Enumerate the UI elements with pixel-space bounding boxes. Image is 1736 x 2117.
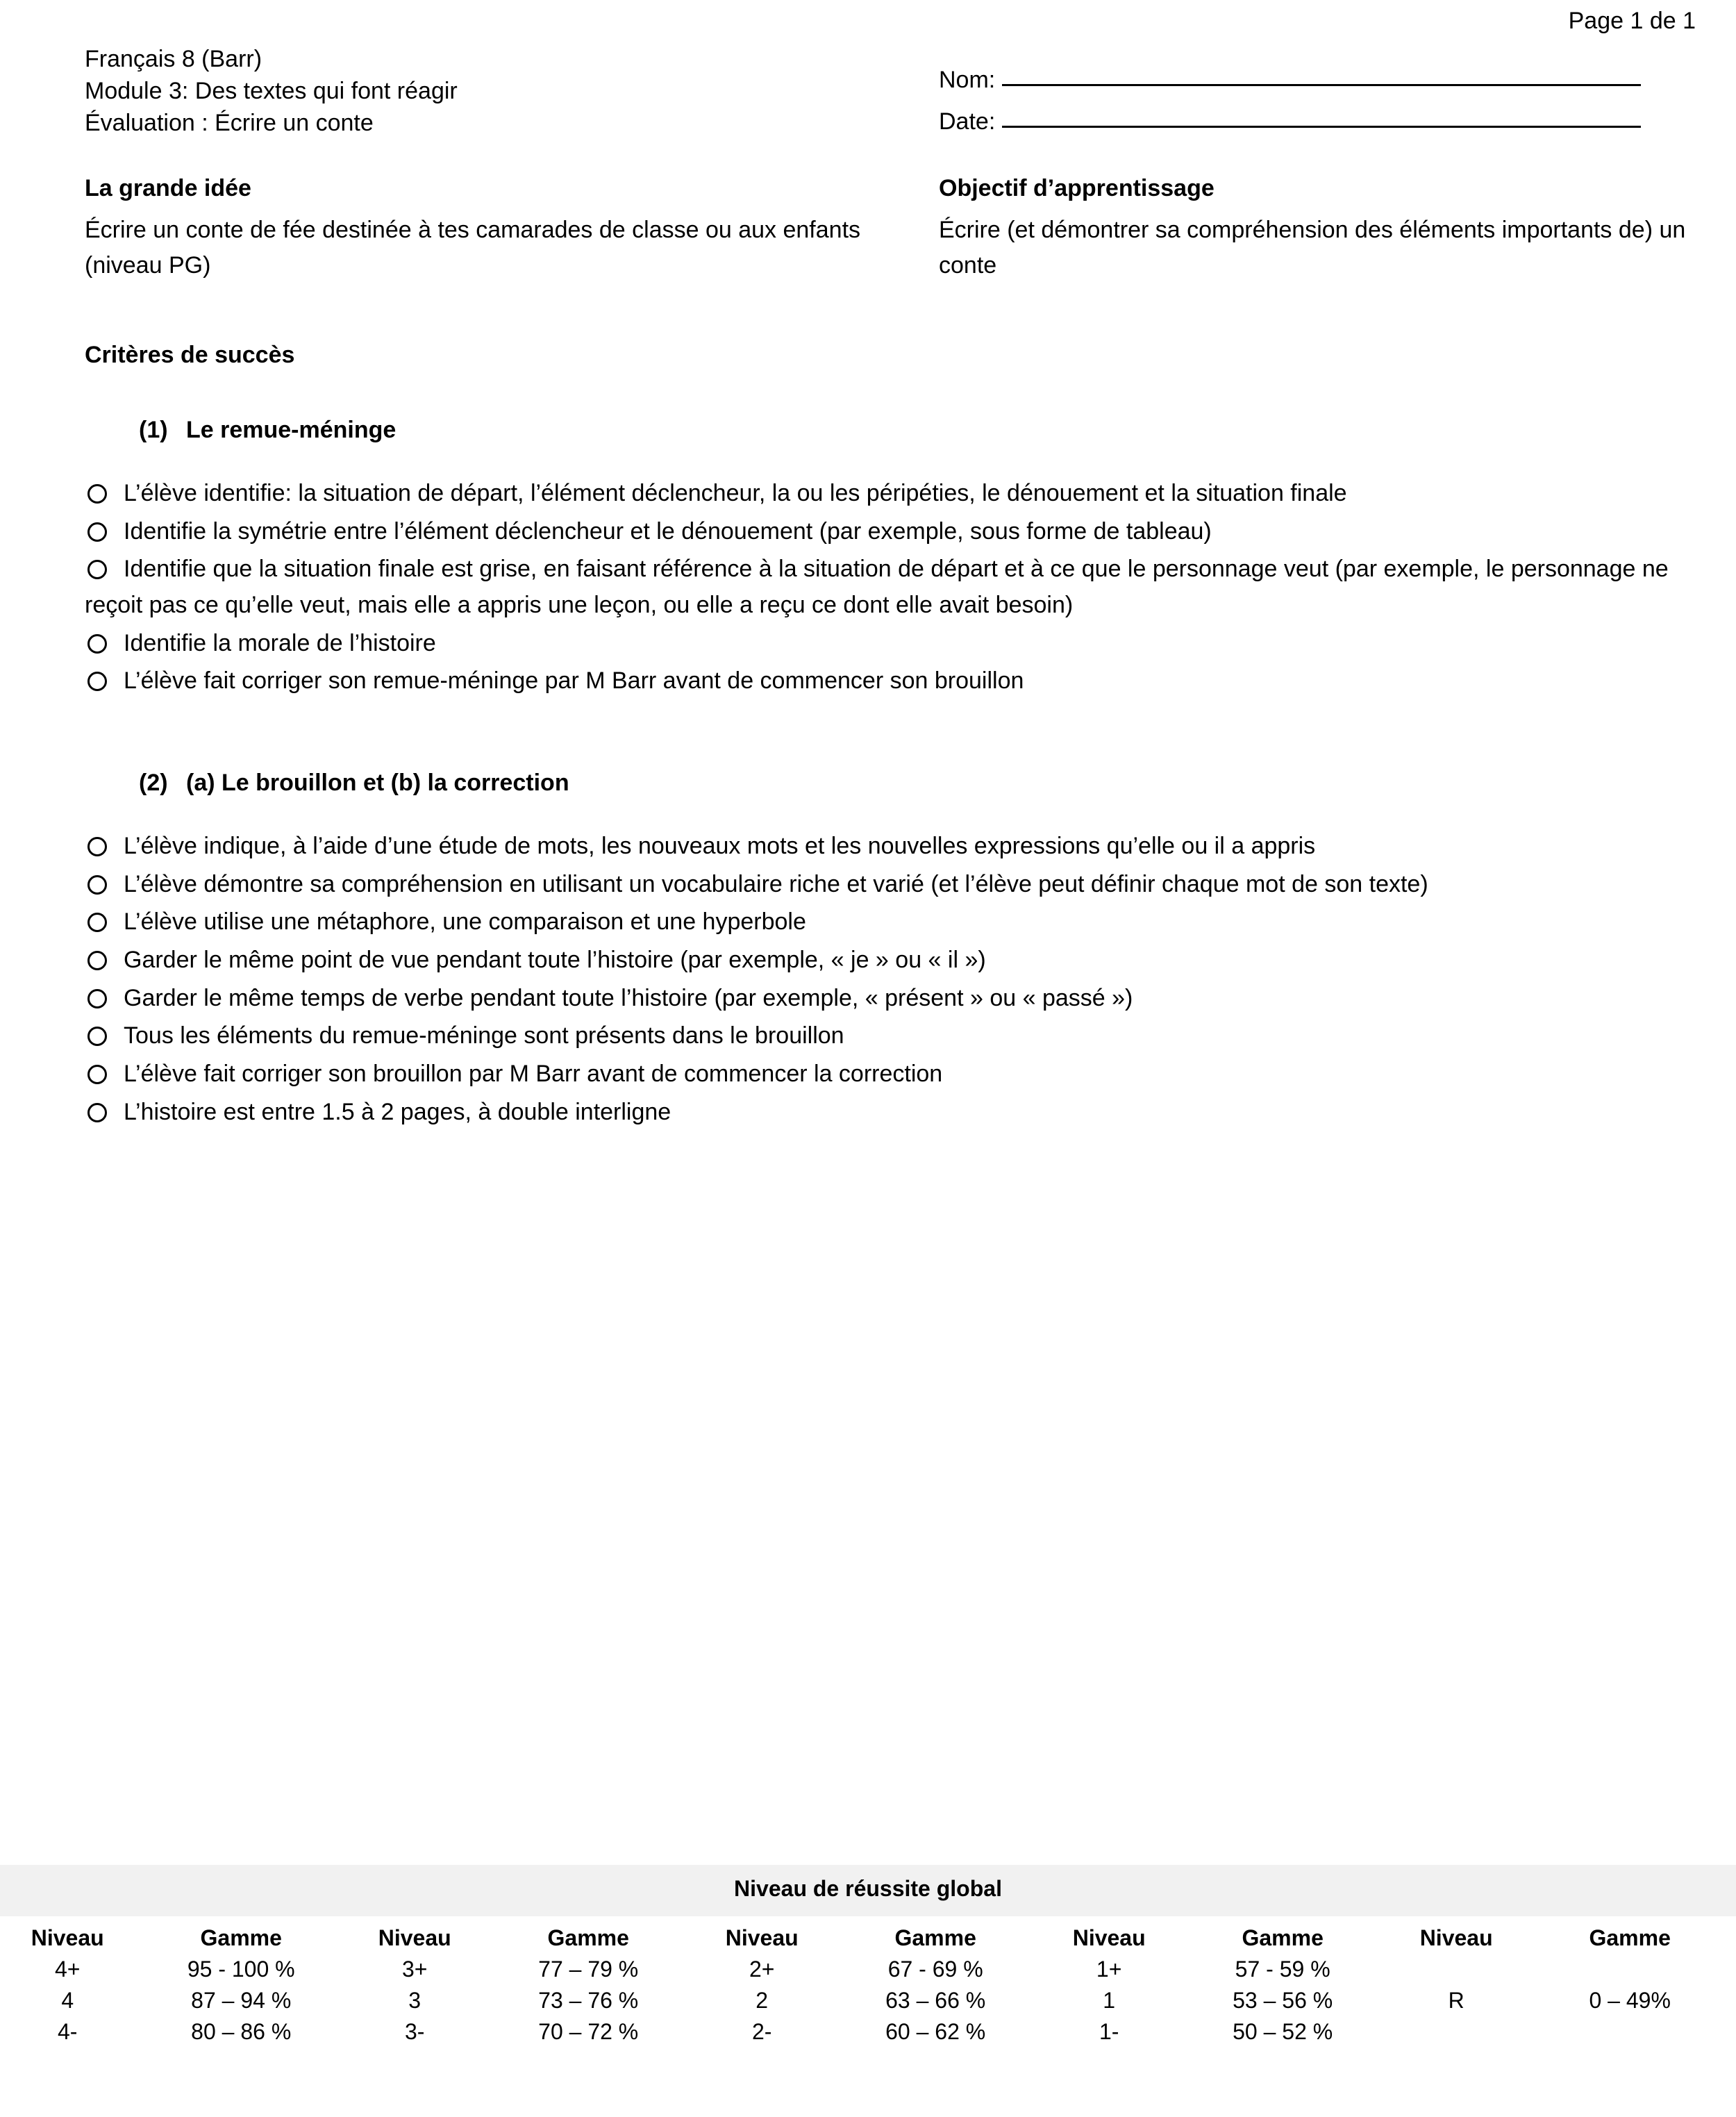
section-2-number: (2): [139, 770, 168, 796]
section-1-number: (1): [139, 417, 168, 443]
checklist-item-label: Tous les éléments du remue-méninge sont présents dans le brouillon: [124, 1022, 844, 1049]
criteria-section-2: [85, 770, 1675, 1132]
grade-cell: 87 – 94 %: [191, 1988, 292, 2013]
learning-objective-body: Écrire (et démontrer sa compréhension des éléments importants de) un conte: [939, 216, 1686, 279]
checkbox-circle-icon[interactable]: [87, 875, 107, 895]
checklist-item-label: L’élève fait corriger son brouillon par M Barr avant de commencer la correction: [124, 1061, 943, 1088]
grade-cell: [1524, 2018, 1736, 2049]
checklist-item[interactable]: [85, 626, 1675, 662]
module-title: Module 3: Des textes qui font réagir: [85, 78, 458, 105]
checklist-item[interactable]: [85, 943, 1675, 979]
grade-cell: 2+: [749, 1957, 775, 1982]
checklist-item-label: L’élève démontre sa compréhension en utilisant un vocabulaire riche et varié (et l’élève peut définir chaque mot de son texte): [124, 870, 1428, 897]
table-row: [0, 1955, 1736, 1986]
grade-cell: R: [1448, 1988, 1464, 2013]
date-field-row: [939, 106, 1641, 138]
checklist-item-label: L’élève fait corriger son remue-méninge par M Barr avant de commencer son brouillon: [124, 667, 1024, 695]
date-input-rule[interactable]: [1002, 126, 1641, 128]
grade-cell: 70 – 72 %: [538, 2019, 639, 2044]
page-indicator: Page 1 de 1: [1568, 8, 1696, 34]
checkbox-circle-icon[interactable]: [87, 522, 107, 542]
grade-table-header-row: [0, 1924, 1736, 1955]
grade-band: [0, 1865, 1736, 1916]
grade-cell: 1: [1103, 1988, 1116, 2013]
grade-cell: 3-: [404, 2019, 425, 2044]
checklist-item[interactable]: [85, 904, 1675, 940]
grade-band-title: Niveau de réussite global: [734, 1876, 1002, 1901]
big-idea-heading: La grande idée: [85, 175, 251, 201]
grade-cell: 50 – 52 %: [1233, 2019, 1333, 2044]
checklist-item[interactable]: [85, 551, 1675, 623]
date-label: Date:: [939, 108, 996, 135]
grade-cell: 0 – 49%: [1589, 1988, 1671, 2013]
grade-cell: 67 - 69 %: [887, 1957, 983, 1982]
section-2-items: [85, 829, 1675, 1130]
grade-cell: 63 – 66 %: [885, 1988, 986, 2013]
checkbox-circle-icon[interactable]: [87, 634, 107, 654]
grade-cell: 95 - 100 %: [187, 1957, 295, 1982]
grade-cell: 3: [408, 1988, 422, 2013]
grade-col-header: Gamme: [1242, 1925, 1324, 1950]
grade-cell: 80 – 86 %: [191, 2019, 292, 2044]
grade-cell: 60 – 62 %: [885, 2019, 986, 2044]
big-idea-body: Écrire un conte de fée destinée à tes camarades de classe ou aux enfants (niveau PG): [85, 216, 861, 279]
checklist-item-label: Identifie la morale de l’histoire: [124, 629, 436, 656]
grade-cell: 73 – 76 %: [538, 1988, 639, 2013]
checklist-item-label: Garder le même temps de verbe pendant toute l’histoire (par exemple, « présent » ou « passé »): [124, 984, 1133, 1011]
section-1-items: [85, 476, 1675, 699]
grade-col-header: Niveau: [1072, 1925, 1146, 1950]
grade-col-header: Niveau: [378, 1925, 451, 1950]
checkbox-circle-icon[interactable]: [87, 989, 107, 1008]
checklist-item-label: Identifie que la situation finale est grise, en faisant référence à la situation de départ et à ce que le personnage veut (par exemple, le personnage ne reçoit pas ce qu’elle veut, mais elle a appris une leçon, ou elle a reçu ce dont elle avait besoin): [85, 556, 1669, 619]
header-course-block: [85, 43, 458, 140]
table-row: [0, 1986, 1736, 2018]
name-field-row: [939, 64, 1641, 96]
section-1-label: Le remue-méninge: [186, 417, 397, 443]
course-title: Français 8 (Barr): [85, 46, 262, 72]
checklist-item[interactable]: [85, 981, 1675, 1017]
grade-col-header: Gamme: [894, 1925, 976, 1950]
grade-cell: 77 – 79 %: [538, 1957, 639, 1982]
checklist-item-label: L’élève indique, à l’aide d’une étude de mots, les nouveaux mots et les nouvelles expressions qu’elle ou il a appris: [124, 833, 1316, 859]
checklist-item-label: Garder le même point de vue pendant toute l’histoire (par exemple, « je » ou « il »): [124, 947, 986, 974]
big-idea-column: [85, 171, 862, 284]
checkbox-circle-icon[interactable]: [87, 484, 107, 504]
grade-cell: 4-: [57, 2019, 78, 2044]
grade-cell: 4+: [54, 1957, 81, 1982]
grade-table: [0, 1924, 1736, 2049]
learning-objective-column: [939, 171, 1717, 284]
grade-cell: 1+: [1096, 1957, 1122, 1982]
grade-cell: [1389, 1955, 1524, 1986]
checkbox-circle-icon[interactable]: [87, 913, 107, 932]
section-1-heading: [139, 417, 1675, 444]
grade-cell: 57 - 59 %: [1235, 1957, 1330, 1982]
checklist-item[interactable]: [85, 514, 1675, 550]
learning-objective-heading: Objectif d’apprentissage: [939, 175, 1215, 201]
checklist-item[interactable]: [85, 867, 1675, 903]
grade-cell: 3+: [401, 1957, 428, 1982]
checkbox-circle-icon[interactable]: [87, 837, 107, 856]
grade-cell: 53 – 56 %: [1233, 1988, 1333, 2013]
checklist-item[interactable]: [85, 1056, 1675, 1093]
checklist-item-label: L’élève identifie: la situation de départ, l’élément déclencheur, la ou les péripéties, le dénouement et la situation finale: [124, 480, 1347, 506]
grade-col-header: Gamme: [1589, 1925, 1671, 1950]
section-2-heading: [139, 770, 1675, 797]
checklist-item[interactable]: [85, 829, 1675, 865]
grade-cell: 2-: [751, 2019, 772, 2044]
checkbox-circle-icon[interactable]: [87, 1103, 107, 1122]
assessment-title: Évaluation : Écrire un conte: [85, 110, 374, 137]
checkbox-circle-icon[interactable]: [87, 672, 107, 691]
section-2-label: (a) Le brouillon et (b) la correction: [186, 770, 569, 796]
grade-cell: 1-: [1099, 2019, 1119, 2044]
checklist-item[interactable]: [85, 1018, 1675, 1054]
checklist-item[interactable]: [85, 663, 1675, 699]
criteria-section-1: [85, 417, 1675, 701]
checkbox-circle-icon[interactable]: [87, 1065, 107, 1084]
grade-col-header: Gamme: [200, 1925, 282, 1950]
grade-col-header: Gamme: [547, 1925, 629, 1950]
grade-cell: [1389, 2018, 1524, 2049]
checklist-item-label: L’histoire est entre 1.5 à 2 pages, à double interligne: [124, 1098, 671, 1125]
grade-col-header: Niveau: [725, 1925, 799, 1950]
name-label: Nom:: [939, 67, 996, 93]
checklist-item-label: Identifie la symétrie entre l’élément déclencheur et le dénouement (par exemple, sous forme de tableau): [124, 517, 1212, 545]
checkbox-circle-icon[interactable]: [87, 951, 107, 970]
grade-cell: 4: [61, 1988, 74, 2013]
criteria-title: Critères de succès: [85, 342, 295, 368]
grade-cell: 2: [756, 1988, 769, 2013]
checklist-item-label: L’élève utilise une métaphore, une comparaison et une hyperbole: [124, 908, 806, 936]
name-input-rule[interactable]: [1002, 84, 1641, 86]
checklist-item[interactable]: [85, 1095, 1675, 1131]
grade-col-header: Niveau: [31, 1925, 104, 1950]
grade-cell: [1524, 1955, 1736, 1986]
table-row: [0, 2018, 1736, 2049]
grade-col-header: Niveau: [1419, 1925, 1493, 1950]
checklist-item[interactable]: [85, 476, 1675, 512]
checkbox-circle-icon[interactable]: [87, 1027, 107, 1046]
student-fields: [939, 64, 1641, 147]
